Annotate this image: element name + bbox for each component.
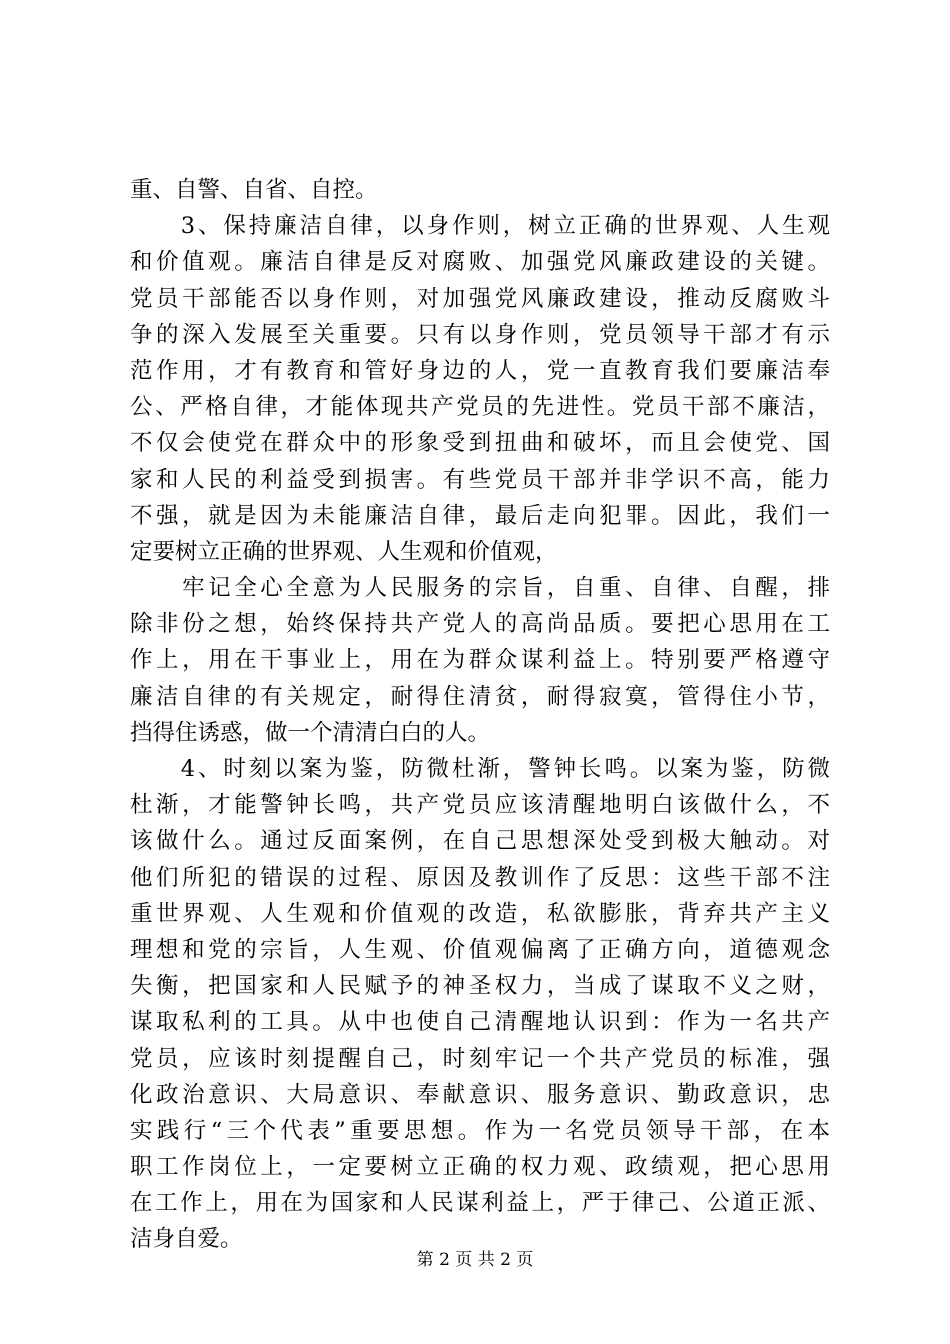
- text-line: 争的深入发展至关重要。只有以身作则，党员领导干部才有示: [130, 321, 830, 348]
- text-line: 他们所犯的错误的过程、原因及教训作了反思：这些干部不注: [130, 864, 830, 891]
- text-line: 3、保持廉洁自律，以身作则，树立正确的世界观、人生观: [130, 213, 830, 240]
- text-line: 牢记全心全意为人民服务的宗旨，自重、自律、自醒，排: [130, 575, 830, 602]
- text-line: 化政治意识、大局意识、奉献意识、服务意识、勤政意识，忠: [130, 1081, 830, 1108]
- text-line: 在工作上，用在为国家和人民谋利益上，严于律己、公道正派、: [130, 1190, 830, 1217]
- text-line: 作上，用在干事业上，用在为群众谋利益上。特别要严格遵守: [130, 647, 830, 674]
- text-line: 理想和党的宗旨，人生观、价值观偏离了正确方向，道德观念: [130, 936, 830, 963]
- text-line: 不强，就是因为未能廉洁自律，最后走向犯罪。因此，我们一: [130, 502, 830, 529]
- text-line: 杜渐，才能警钟长鸣，共产党员应该清醒地明白该做什么，不: [130, 792, 830, 819]
- page-footer: 第 2 页 共 2 页: [416, 1250, 534, 1270]
- body-text: [130, 172, 830, 1258]
- text-line: 不仅会使党在群众中的形象受到扭曲和破坏，而且会使党、国: [130, 430, 830, 457]
- text-line: 挡得住诱惑，做一个清清白白的人。: [130, 719, 491, 746]
- text-line: 党员干部能否以身作则，对加强党风廉政建设，推动反腐败斗: [130, 285, 830, 312]
- text-line: 洁身自爱。: [130, 1226, 243, 1253]
- text-line: 定要树立正确的世界观、人生观和价值观，: [130, 538, 558, 565]
- text-line: 失衡，把国家和人民赋予的神圣权力，当成了谋取不义之财，: [130, 973, 830, 1000]
- text-line: 4、时刻以案为鉴，防微杜渐，警钟长鸣。以案为鉴，防微: [130, 756, 830, 782]
- text-line: 重、自警、自省、自控。: [130, 177, 378, 203]
- text-line: 实践行“三个代表”重要思想。作为一名党员领导干部，在本: [130, 1117, 830, 1144]
- text-line: 家和人民的利益受到损害。有些党员干部并非学识不高，能力: [130, 466, 830, 493]
- text-line: 公、严格自律，才能体现共产党员的先进性。党员干部不廉洁，: [130, 394, 830, 421]
- text-line: 党员，应该时刻提醒自己，时刻牢记一个共产党员的标准，强: [130, 1045, 830, 1072]
- text-line: 廉洁自律的有关规定，耐得住清贫，耐得寂寞，管得住小节，: [130, 683, 830, 710]
- text-line: 该做什么。通过反面案例，在自己思想深处受到极大触动。对: [130, 828, 830, 855]
- text-line: 除非份之想，始终保持共产党人的高尚品质。要把心思用在工: [130, 611, 830, 638]
- text-line: 谋取私利的工具。从中也使自己清醒地认识到：作为一名共产: [130, 1009, 830, 1036]
- text-line: 重世界观、人生观和价值观的改造，私欲膨胀，背弃共产主义: [130, 900, 830, 927]
- text-line: 职工作岗位上，一定要树立正确的权力观、政绩观，把心思用: [130, 1154, 830, 1181]
- text-line: 范作用，才有教育和管好身边的人，党一直教育我们要廉洁奉: [130, 357, 830, 384]
- text-line: 和价值观。廉洁自律是反对腐败、加强党风廉政建设的关键。: [130, 249, 830, 276]
